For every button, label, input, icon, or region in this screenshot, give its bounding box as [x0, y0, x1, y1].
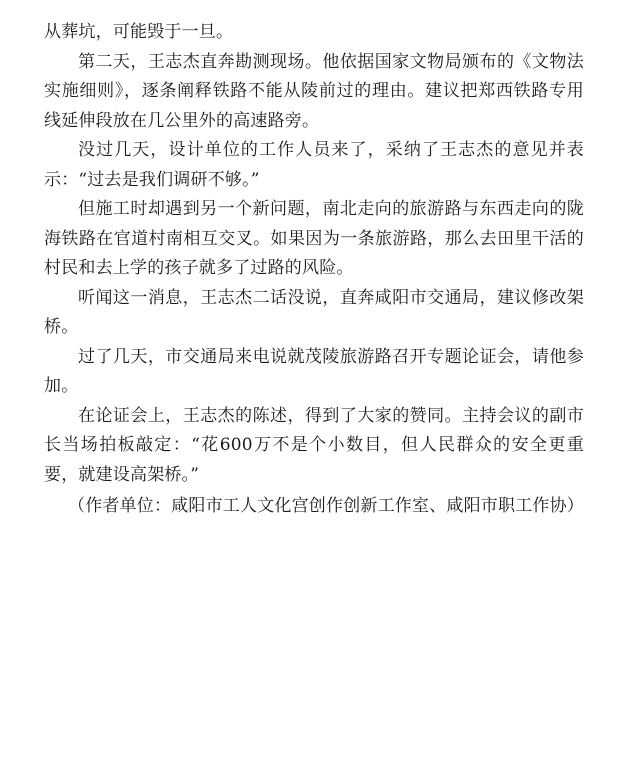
- paragraph-5: 听闻这一消息，王志杰二话没说，直奔咸阳市交通局，建议修改架桥。: [44, 287, 584, 337]
- paragraph-4: 但施工时却遇到另一个新问题，南北走向的旅游路与东西走向的陇海铁路在官道村南相互交叉。如果因为一条旅游路，那么去田里干活的村民和去上学的孩子就多了过路的风险。: [44, 199, 584, 278]
- author-affiliation: （作者单位：咸阳市工人文化宫创作创新工作室、咸阳市职工作协）: [68, 496, 584, 516]
- article-body: [44, 18, 584, 522]
- paragraph-1: 从葬坑，可能毁于一旦。: [44, 22, 234, 42]
- paragraph-7: 在论证会上，王志杰的陈述，得到了大家的赞同。主持会议的副市长当场拍板敲定：“花600万不是个小数目，但人民群众的安全更重要，就建设高架桥。”: [44, 405, 584, 485]
- paragraph-2: 第二天，王志杰直奔勘测现场。他依据国家文物局颁布的《文物法实施细则》，逐条阐释铁路不能从陵前过的理由。建议把郑西铁路专用线延伸段放在几公里外的高速路旁。: [44, 51, 584, 131]
- paragraph-3: 没过几天，设计单位的工作人员来了，采纳了王志杰的意见并表示：“过去是我们调研不够。”: [44, 140, 584, 190]
- paragraph-6: 过了几天，市交通局来电说就茂陵旅游路召开专题论证会，请他参加。: [44, 346, 584, 396]
